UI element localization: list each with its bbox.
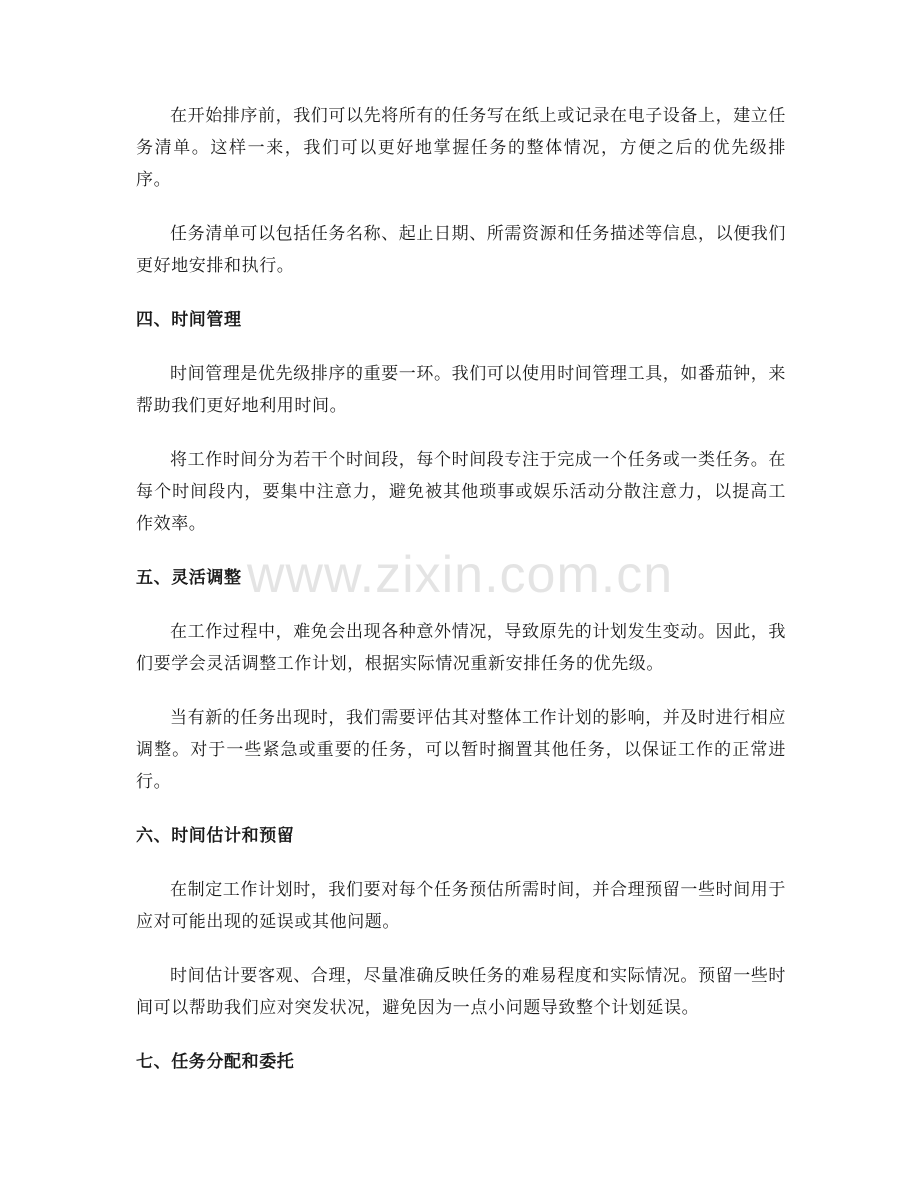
paragraph: 在制定工作计划时，我们要对每个任务预估所需时间，并合理预留一些时间用于应对可能出现的延误或其他问题。 bbox=[136, 880, 786, 932]
paragraph: 在开始排序前，我们可以先将所有的任务写在纸上或记录在电子设备上，建立任务清单。这样一来，我们可以更好地掌握任务的整体情况，方便之后的优先级排序。 bbox=[136, 106, 786, 190]
section-heading: 七、任务分配和委托 bbox=[136, 1052, 295, 1072]
section-heading: 六、时间估计和预留 bbox=[136, 826, 295, 846]
paragraph: 任务清单可以包括任务名称、起止日期、所需资源和任务描述等信息，以便我们更好地安排和执行。 bbox=[136, 224, 786, 276]
paragraph: 时间估计要客观、合理，尽量准确反映任务的难易程度和实际情况。预留一些时间可以帮助我们应对突发状况，避免因为一点小问题导致整个计划延误。 bbox=[136, 966, 786, 1018]
section-heading: 四、时间管理 bbox=[136, 310, 242, 330]
paragraph: 将工作时间分为若干个时间段，每个时间段专注于完成一个任务或一类任务。在每个时间段内，要集中注意力，避免被其他琐事或娱乐活动分散注意力，以提高工作效率。 bbox=[136, 450, 786, 534]
paragraph: 时间管理是优先级排序的重要一环。我们可以使用时间管理工具，如番茄钟，来帮助我们更好地利用时间。 bbox=[136, 364, 786, 416]
section-heading: 五、灵活调整 bbox=[136, 568, 242, 588]
paragraph: 当有新的任务出现时，我们需要评估其对整体工作计划的影响，并及时进行相应调整。对于一些紧急或重要的任务，可以暂时搁置其他任务，以保证工作的正常进行。 bbox=[136, 708, 786, 792]
watermark: www.zixin.com.cn bbox=[246, 546, 674, 604]
paragraph: 在工作过程中，难免会出现各种意外情况，导致原先的计划发生变动。因此，我们要学会灵活调整工作计划，根据实际情况重新安排任务的优先级。 bbox=[136, 622, 786, 674]
document-body bbox=[136, 100, 786, 1100]
